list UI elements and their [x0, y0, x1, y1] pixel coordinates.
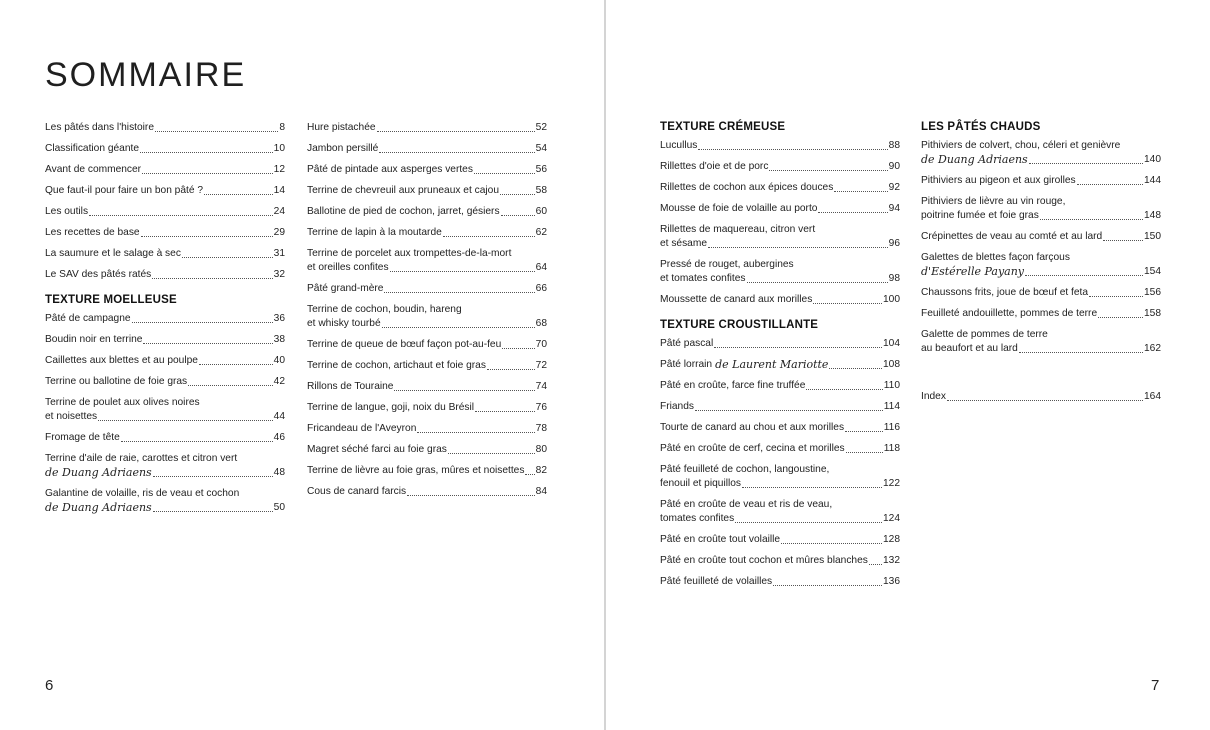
- dot-leader: [698, 149, 887, 150]
- toc-entry-title: Moussette de canard aux morilles: [660, 294, 813, 305]
- toc-entry[interactable]: [307, 121, 547, 135]
- toc-entry[interactable]: [45, 247, 285, 261]
- toc-page-number: 40: [273, 355, 285, 366]
- dot-leader: [1019, 352, 1143, 353]
- toc-entry[interactable]: [921, 307, 1161, 321]
- toc-page-number: 72: [535, 360, 547, 371]
- toc-page-number: 52: [535, 122, 547, 133]
- toc-entry[interactable]: [45, 226, 285, 240]
- dot-leader: [143, 343, 272, 344]
- chef-signature: de Laurent Mariotte: [715, 358, 829, 371]
- toc-page-number: 24: [273, 206, 285, 217]
- dot-leader: [487, 369, 535, 370]
- toc-page-number: 162: [1144, 343, 1161, 354]
- toc-page-number: 94: [888, 203, 900, 214]
- toc-entry[interactable]: [660, 379, 900, 393]
- dot-leader: [182, 257, 273, 258]
- toc-entry-title: Terrine de queue de bœuf façon pot-au-feu: [307, 339, 502, 350]
- toc-entry[interactable]: [45, 431, 285, 445]
- toc-entry[interactable]: [660, 442, 900, 456]
- dot-leader: [394, 390, 534, 391]
- toc-entry[interactable]: [660, 337, 900, 351]
- toc-section-heading: LES PÂTÉS CHAUDS: [921, 121, 1041, 133]
- dot-leader: [188, 385, 273, 386]
- dot-leader: [204, 194, 273, 195]
- toc-entry[interactable]: [660, 181, 900, 195]
- toc-entry[interactable]: [307, 422, 547, 436]
- toc-column-2: [307, 121, 547, 506]
- toc-entry-title: Pâté grand-mère: [307, 283, 384, 294]
- toc-entry-title: tomates confites: [660, 513, 735, 524]
- toc-entry-title: Le SAV des pâtés ratés: [45, 269, 152, 280]
- toc-entry[interactable]: [45, 163, 285, 177]
- toc-entry-title: Fromage de tête: [45, 432, 120, 443]
- toc-section-heading: TEXTURE MOELLEUSE: [45, 294, 177, 306]
- chef-signature: de Duang Adriaens: [45, 466, 152, 479]
- toc-entry-title: Feuilleté andouillette, pommes de terre: [921, 308, 1098, 319]
- page-number-right: 7: [1151, 677, 1160, 694]
- dot-leader: [142, 173, 273, 174]
- toc-page-number: 132: [883, 555, 900, 566]
- toc-page-number: 10: [273, 143, 285, 154]
- toc-entry[interactable]: [45, 452, 285, 480]
- toc-entry[interactable]: [660, 139, 900, 153]
- dot-leader: [121, 441, 273, 442]
- toc-entry-title: Terrine ou ballotine de foie gras: [45, 376, 188, 387]
- dot-leader: [417, 432, 534, 433]
- toc-entry-title: Cous de canard farcis: [307, 486, 407, 497]
- dot-leader: [1029, 163, 1143, 164]
- toc-entry-title: Pâté en croûte tout cochon et mûres blanches: [660, 555, 868, 566]
- toc-entry-title: Pithiviers de colvert, chou, céleri et genièvre: [921, 140, 1121, 151]
- toc-entry[interactable]: [307, 380, 547, 394]
- toc-column-4: [921, 121, 1161, 411]
- toc-entry-title: Terrine de lièvre au foie gras, mûres et noisettes: [307, 465, 525, 476]
- dot-leader: [834, 191, 887, 192]
- chef-signature: de Duang Adriaens: [45, 501, 152, 514]
- toc-entry-title: Pâté de campagne: [45, 313, 131, 324]
- toc-page-number: 100: [883, 294, 900, 305]
- toc-entry[interactable]: [660, 223, 900, 251]
- toc-page-number: 36: [273, 313, 285, 324]
- toc-entry[interactable]: [660, 160, 900, 174]
- toc-entry-title: Que faut-il pour faire un bon pâté ?: [45, 185, 204, 196]
- toc-entry-title: Magret séché farci au foie gras: [307, 444, 447, 455]
- toc-entry-title: Mousse de foie de volaille au porto: [660, 203, 818, 214]
- toc-page-number: 124: [883, 513, 900, 524]
- toc-column-1: [45, 121, 285, 522]
- toc-entry-title: Pâté feuilleté de volailles: [660, 576, 773, 587]
- toc-entry[interactable]: [307, 142, 547, 156]
- toc-page-number: 56: [535, 164, 547, 175]
- toc-entry[interactable]: [921, 139, 1161, 167]
- toc-entry[interactable]: [921, 195, 1161, 223]
- toc-page-number: 31: [273, 248, 285, 259]
- toc-entry-title: Terrine de poulet aux olives noires: [45, 397, 200, 408]
- toc-entry[interactable]: [307, 205, 547, 219]
- toc-entry[interactable]: [45, 487, 285, 515]
- dot-leader: [1103, 240, 1143, 241]
- toc-entry-title: Pâté en croûte tout volaille: [660, 534, 781, 545]
- toc-entry-title: Pâté lorrain: [660, 359, 713, 370]
- toc-entry[interactable]: [45, 375, 285, 389]
- toc-entry[interactable]: [307, 485, 547, 499]
- toc-entry-title: Galettes de blettes façon farçous: [921, 252, 1070, 263]
- toc-page-number: 78: [535, 423, 547, 434]
- toc-page-number: 46: [273, 432, 285, 443]
- toc-entry[interactable]: [307, 464, 547, 478]
- toc-page-number: 14: [273, 185, 285, 196]
- toc-page-number: 110: [883, 380, 900, 391]
- toc-entry[interactable]: [307, 247, 547, 275]
- dot-leader: [806, 389, 882, 390]
- toc-column-3: [660, 121, 900, 596]
- toc-entry-title: Index: [921, 391, 946, 402]
- toc-entry[interactable]: [921, 174, 1161, 188]
- toc-page-number: 108: [883, 359, 900, 370]
- toc-entry[interactable]: [660, 575, 900, 589]
- toc-page-number: 164: [1144, 391, 1161, 402]
- dot-leader: [141, 236, 273, 237]
- dot-leader: [199, 364, 273, 365]
- dot-leader: [1077, 184, 1143, 185]
- chef-signature: d'Estérelle Payany: [921, 265, 1025, 278]
- toc-page-number: 104: [883, 338, 900, 349]
- toc-entry-title: Terrine d'aile de raie, carottes et citron vert: [45, 453, 238, 464]
- toc-entry-title: Tourte de canard au chou et aux morilles: [660, 422, 845, 433]
- dot-leader: [132, 322, 273, 323]
- toc-entry[interactable]: [307, 303, 547, 331]
- toc-entry[interactable]: [660, 463, 900, 491]
- toc-page-number: 29: [273, 227, 285, 238]
- toc-entry-title: et noisettes: [45, 411, 98, 422]
- toc-page-number: 58: [535, 185, 547, 196]
- toc-page-number: 82: [535, 465, 547, 476]
- toc-entry[interactable]: [660, 421, 900, 435]
- dot-leader: [502, 348, 534, 349]
- toc-entry[interactable]: [660, 554, 900, 568]
- toc-entry-title: et tomates confites: [660, 273, 746, 284]
- toc-entry-title: Terrine de porcelet aux trompettes-de-la-mort: [307, 248, 512, 259]
- toc-page-number: 148: [1144, 210, 1161, 221]
- toc-entry-title: Pâté de pintade aux asperges vertes: [307, 164, 473, 175]
- toc-entry[interactable]: [45, 205, 285, 219]
- page-number-left: 6: [45, 677, 54, 694]
- dot-leader: [818, 212, 887, 213]
- dot-leader: [382, 327, 535, 328]
- dot-leader: [377, 131, 535, 132]
- dot-leader: [735, 522, 882, 523]
- toc-entry[interactable]: [307, 226, 547, 240]
- dot-leader: [407, 495, 535, 496]
- toc-entry[interactable]: [660, 258, 900, 286]
- toc-entry-title: Galantine de volaille, ris de veau et cochon: [45, 488, 240, 499]
- dot-leader: [845, 431, 883, 432]
- dot-leader: [769, 170, 887, 171]
- dot-leader: [501, 215, 535, 216]
- toc-entry-title: Pâté en croûte de cerf, cecina et morilles: [660, 443, 845, 454]
- toc-entry[interactable]: [660, 498, 900, 526]
- toc-entry-title: Lucullus: [660, 140, 698, 151]
- toc-page-number: 140: [1144, 154, 1161, 165]
- toc-entry[interactable]: [45, 333, 285, 347]
- toc-page-number: 150: [1144, 231, 1161, 242]
- toc-page-number: 158: [1144, 308, 1161, 319]
- toc-page-number: 90: [888, 161, 900, 172]
- dot-leader: [152, 278, 272, 279]
- dot-leader: [475, 411, 535, 412]
- toc-entry[interactable]: [307, 184, 547, 198]
- dot-leader: [747, 282, 888, 283]
- dot-leader: [474, 173, 535, 174]
- toc-entry-title: Chaussons frits, joue de bœuf et feta: [921, 287, 1089, 298]
- toc-page-number: 44: [273, 411, 285, 422]
- toc-page-number: 70: [535, 339, 547, 350]
- toc-entry-title: Rillons de Touraine: [307, 381, 394, 392]
- page-title: SOMMAIRE: [45, 56, 247, 94]
- dot-leader: [947, 400, 1143, 401]
- toc-entry-title: Terrine de langue, goji, noix du Brésil: [307, 402, 475, 413]
- toc-entry-title: fenouil et piquillos: [660, 478, 741, 489]
- toc-entry-title: Les pâtés dans l'histoire: [45, 122, 154, 133]
- toc-page-number: 74: [535, 381, 547, 392]
- toc-page-number: 92: [888, 182, 900, 193]
- toc-entry-title: Rillettes de maquereau, citron vert: [660, 224, 816, 235]
- toc-entry-title: Terrine de cochon, artichaut et foie gras: [307, 360, 486, 371]
- dot-leader: [708, 247, 888, 248]
- dot-leader: [1025, 275, 1143, 276]
- toc-entry[interactable]: [921, 230, 1161, 244]
- toc-entry-title: Caillettes aux blettes et au poulpe: [45, 355, 198, 366]
- dot-leader: [869, 564, 882, 565]
- toc-page-number: 60: [535, 206, 547, 217]
- dot-leader: [153, 476, 273, 477]
- toc-entry[interactable]: [921, 390, 1161, 404]
- toc-entry[interactable]: [660, 202, 900, 216]
- toc-entry[interactable]: [921, 328, 1161, 356]
- toc-page-number: 8: [279, 122, 285, 133]
- toc-page-number: 144: [1144, 175, 1161, 186]
- toc-page-number: 62: [535, 227, 547, 238]
- dot-leader: [813, 303, 882, 304]
- dot-leader: [846, 452, 883, 453]
- toc-entry-title: Classification géante: [45, 143, 140, 154]
- toc-entry-title: Pressé de rouget, aubergines: [660, 259, 794, 270]
- toc-page-number: 136: [883, 576, 900, 587]
- dot-leader: [695, 410, 883, 411]
- toc-page-number: 84: [535, 486, 547, 497]
- toc-page-number: 96: [888, 238, 900, 249]
- dot-leader: [140, 152, 273, 153]
- toc-page-number: 50: [273, 502, 285, 513]
- toc-entry-title: et sésame: [660, 238, 707, 249]
- dot-leader: [500, 194, 535, 195]
- toc-page-number: 122: [883, 478, 900, 489]
- toc-entry-title: Hure pistachée: [307, 122, 376, 133]
- toc-entry[interactable]: [45, 142, 285, 156]
- toc-entry-title: Friands: [660, 401, 694, 412]
- toc-entry[interactable]: [921, 286, 1161, 300]
- toc-page-number: 80: [535, 444, 547, 455]
- dot-leader: [379, 152, 534, 153]
- dot-leader: [390, 271, 535, 272]
- toc-entry-title: Terrine de cochon, boudin, hareng: [307, 304, 462, 315]
- dot-leader: [714, 347, 882, 348]
- toc-entry-title: Pâté pascal: [660, 338, 714, 349]
- toc-entry-title: Pithiviers au pigeon et aux girolles: [921, 175, 1076, 186]
- toc-entry[interactable]: [307, 282, 547, 296]
- dot-leader: [448, 453, 535, 454]
- toc-page-number: 156: [1144, 287, 1161, 298]
- dot-leader: [1089, 296, 1143, 297]
- toc-entry[interactable]: [307, 443, 547, 457]
- toc-entry-title: Rillettes d'oie et de porc: [660, 161, 769, 172]
- toc-page-number: 68: [535, 318, 547, 329]
- toc-entry-title: Boudin noir en terrine: [45, 334, 143, 345]
- toc-entry[interactable]: [660, 293, 900, 307]
- toc-section-heading: TEXTURE CROUSTILLANTE: [660, 319, 819, 331]
- toc-entry[interactable]: [307, 338, 547, 352]
- toc-page-number: 114: [883, 401, 900, 412]
- toc-page-number: 66: [535, 283, 547, 294]
- toc-entry[interactable]: [45, 121, 285, 135]
- toc-entry[interactable]: [307, 163, 547, 177]
- toc-page-number: 128: [883, 534, 900, 545]
- toc-entry-title: Les outils: [45, 206, 89, 217]
- toc-page-number: 64: [535, 262, 547, 273]
- toc-page-number: 98: [888, 273, 900, 284]
- dot-leader: [384, 292, 534, 293]
- toc-entry-title: Pithiviers de lièvre au vin rouge,: [921, 196, 1066, 207]
- dot-leader: [153, 511, 273, 512]
- toc-page-number: 154: [1144, 266, 1161, 277]
- toc-entry-title: Galette de pommes de terre: [921, 329, 1048, 340]
- toc-entry-title: et oreilles confites: [307, 262, 389, 273]
- toc-entry-title: Pâté feuilleté de cochon, langoustine,: [660, 464, 830, 475]
- toc-entry-title: au beaufort et au lard: [921, 343, 1018, 354]
- toc-page-number: 48: [273, 467, 285, 478]
- toc-entry[interactable]: [45, 268, 285, 282]
- toc-entry-title: et whisky tourbé: [307, 318, 381, 329]
- dot-leader: [781, 543, 882, 544]
- toc-entry[interactable]: [307, 401, 547, 415]
- toc-entry-title: Pâté en croûte de veau et ris de veau,: [660, 499, 833, 510]
- toc-entry-title: Terrine de lapin à la moutarde: [307, 227, 442, 238]
- dot-leader: [773, 585, 882, 586]
- toc-page-number: 76: [535, 402, 547, 413]
- toc-entry-title: Les recettes de base: [45, 227, 140, 238]
- dot-leader: [742, 487, 882, 488]
- dot-leader: [98, 420, 273, 421]
- toc-page-number: 32: [273, 269, 285, 280]
- toc-entry-title: Terrine de chevreuil aux pruneaux et cajou: [307, 185, 499, 196]
- toc-entry[interactable]: [660, 400, 900, 414]
- toc-entry-title: Ballotine de pied de cochon, jarret, gésiers: [307, 206, 500, 217]
- toc-entry[interactable]: [921, 251, 1161, 279]
- dot-leader: [89, 215, 273, 216]
- toc-entry-title: Pâté en croûte, farce fine truffée: [660, 380, 806, 391]
- toc-entry[interactable]: [45, 396, 285, 424]
- toc-page-number: 12: [273, 164, 285, 175]
- toc-entry-title: Avant de commencer: [45, 164, 142, 175]
- dot-leader: [155, 131, 278, 132]
- dot-leader: [1040, 219, 1143, 220]
- dot-leader: [829, 368, 882, 369]
- toc-page-number: 118: [883, 443, 900, 454]
- toc-entry-title: Jambon persillé: [307, 143, 379, 154]
- chef-signature: de Duang Adriaens: [921, 153, 1028, 166]
- toc-entry-title: poitrine fumée et foie gras: [921, 210, 1039, 221]
- dot-leader: [443, 236, 535, 237]
- toc-entry[interactable]: [45, 184, 285, 198]
- toc-entry[interactable]: [660, 358, 900, 372]
- dot-leader: [1098, 317, 1143, 318]
- toc-entry-title: La saumure et le salage à sec: [45, 248, 181, 259]
- toc-entry-title: Fricandeau de l'Aveyron: [307, 423, 417, 434]
- toc-page-number: 116: [883, 422, 900, 433]
- toc-page-number: 88: [888, 140, 900, 151]
- page-gutter: [604, 0, 606, 730]
- toc-entry[interactable]: [45, 312, 285, 326]
- toc-entry-title: Rillettes de cochon aux épices douces: [660, 182, 834, 193]
- toc-page-number: 54: [535, 143, 547, 154]
- toc-entry[interactable]: [307, 359, 547, 373]
- toc-page-number: 38: [273, 334, 285, 345]
- dot-leader: [525, 474, 534, 475]
- toc-entry[interactable]: [45, 354, 285, 368]
- toc-entry-title: Crépinettes de veau au comté et au lard: [921, 231, 1103, 242]
- toc-section-heading: TEXTURE CRÉMEUSE: [660, 121, 786, 133]
- toc-spacer: [921, 363, 1161, 390]
- toc-entry[interactable]: [660, 533, 900, 547]
- toc-page-number: 42: [273, 376, 285, 387]
